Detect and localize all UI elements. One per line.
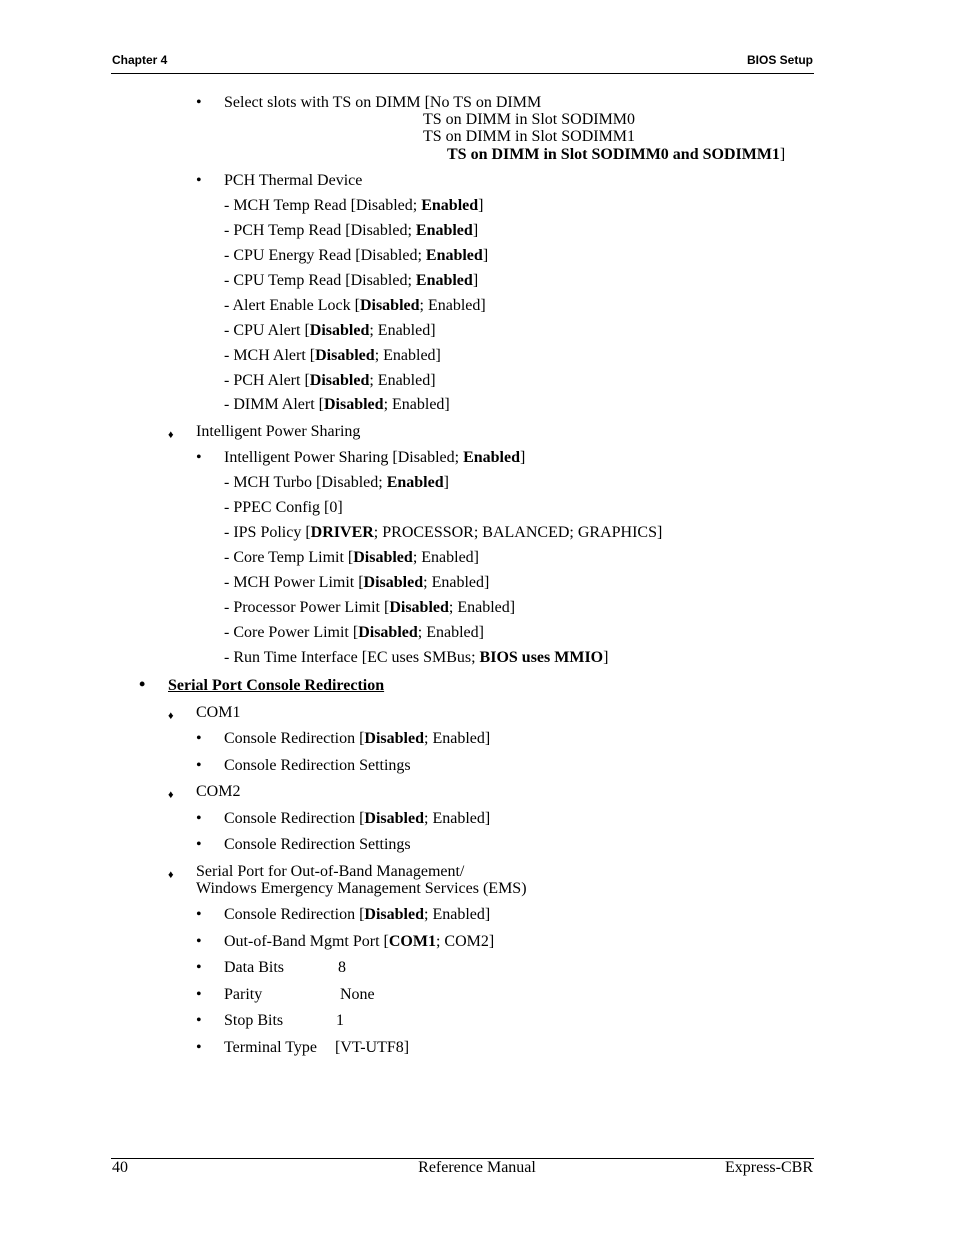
ips-title: Intelligent Power Sharing: [196, 423, 361, 440]
footer-title: Reference Manual: [418, 1159, 536, 1176]
pch-item: - MCH Temp Read [Disabled; Enabled]: [224, 197, 484, 214]
bullet-marker: •: [196, 1039, 202, 1056]
slots-label: Select slots with TS on DIMM [No TS on DIMM: [224, 94, 542, 111]
pch-thermal-title: PCH Thermal Device: [224, 172, 363, 189]
pch-item: - MCH Alert [Disabled; Enabled]: [224, 347, 441, 364]
com2-title: COM2: [196, 783, 241, 800]
diamond-marker: ♦: [168, 710, 174, 722]
bullet-marker: •: [196, 986, 202, 1003]
diamond-marker: ♦: [168, 429, 174, 441]
ips-setting: Intelligent Power Sharing [Disabled; Enabled]: [224, 449, 526, 466]
bullet-marker: •: [196, 1012, 202, 1029]
data-bits-label: Data Bits: [224, 959, 284, 976]
header-section: BIOS Setup: [746, 53, 813, 67]
pch-item: - Alert Enable Lock [Disabled; Enabled]: [224, 297, 486, 314]
com1-redirection: Console Redirection [Disabled; Enabled]: [224, 730, 491, 747]
bullet-marker: •: [196, 449, 202, 466]
footer-product: Express-CBR: [725, 1159, 813, 1176]
bullet-marker: •: [196, 757, 202, 774]
stop-bits-value: 1: [336, 1012, 344, 1029]
slots-option-3: TS on DIMM in Slot SODIMM0 and SODIMM1]: [447, 146, 786, 163]
bullet-marker: •: [196, 810, 202, 827]
header-chapter: Chapter 4: [112, 53, 168, 67]
pch-item: - PCH Temp Read [Disabled; Enabled]: [224, 222, 479, 239]
bullet-marker: •: [196, 836, 202, 853]
pch-item: - CPU Alert [Disabled; Enabled]: [224, 322, 436, 339]
pch-item: - CPU Energy Read [Disabled; Enabled]: [224, 247, 489, 264]
bullet-marker: •: [196, 730, 202, 747]
bullet-marker: •: [196, 933, 202, 950]
oob-redirection: Console Redirection [Disabled; Enabled]: [224, 906, 491, 923]
parity-label: Parity: [224, 986, 263, 1003]
ips-item: - Run Time Interface [EC uses SMBus; BIOS uses MMIO]: [224, 649, 609, 666]
oob-title-line2: Windows Emergency Management Services (EMS): [196, 880, 527, 897]
bullet-marker: •: [196, 94, 202, 111]
diamond-marker: ♦: [168, 789, 174, 801]
page-number: 40: [112, 1159, 128, 1176]
pch-item: - DIMM Alert [Disabled; Enabled]: [224, 396, 450, 413]
bullet-marker: •: [139, 674, 146, 694]
bullet-marker: •: [196, 959, 202, 976]
data-bits-value: 8: [338, 959, 346, 976]
stop-bits-label: Stop Bits: [224, 1012, 284, 1029]
ips-item: - Core Power Limit [Disabled; Enabled]: [224, 624, 484, 641]
pch-item: - CPU Temp Read [Disabled; Enabled]: [224, 272, 479, 289]
ips-item: - Core Temp Limit [Disabled; Enabled]: [224, 549, 480, 566]
ips-item: - MCH Turbo [Disabled; Enabled]: [224, 474, 449, 491]
diamond-marker: ♦: [168, 869, 174, 881]
slots-option-2: TS on DIMM in Slot SODIMM1: [423, 128, 636, 145]
oob-title: Serial Port for Out-of-Band Management/: [196, 863, 465, 880]
com2-redirection: Console Redirection [Disabled; Enabled]: [224, 810, 491, 827]
serial-section-title: Serial Port Console Redirection: [168, 677, 385, 694]
ips-item: - IPS Policy [DRIVER; PROCESSOR; BALANCED; GRAPHICS]: [224, 524, 663, 541]
com2-settings: Console Redirection Settings: [224, 836, 411, 853]
bullet-marker: •: [196, 906, 202, 923]
terminal-type-label: Terminal Type: [224, 1039, 317, 1056]
slots-option-1: TS on DIMM in Slot SODIMM0: [423, 111, 636, 128]
ips-item: - PPEC Config [0]: [224, 499, 343, 516]
parity-value: None: [340, 986, 375, 1003]
bullet-marker: •: [196, 172, 202, 189]
com1-settings: Console Redirection Settings: [224, 757, 411, 774]
terminal-type-value: [VT-UTF8]: [335, 1039, 410, 1056]
header-rule: [111, 73, 814, 74]
com1-title: COM1: [196, 704, 241, 721]
pch-item: - PCH Alert [Disabled; Enabled]: [224, 372, 436, 389]
ips-item: - Processor Power Limit [Disabled; Enabled]: [224, 599, 516, 616]
ips-item: - MCH Power Limit [Disabled; Enabled]: [224, 574, 490, 591]
oob-mgmt-port: Out-of-Band Mgmt Port [COM1; COM2]: [224, 933, 495, 950]
